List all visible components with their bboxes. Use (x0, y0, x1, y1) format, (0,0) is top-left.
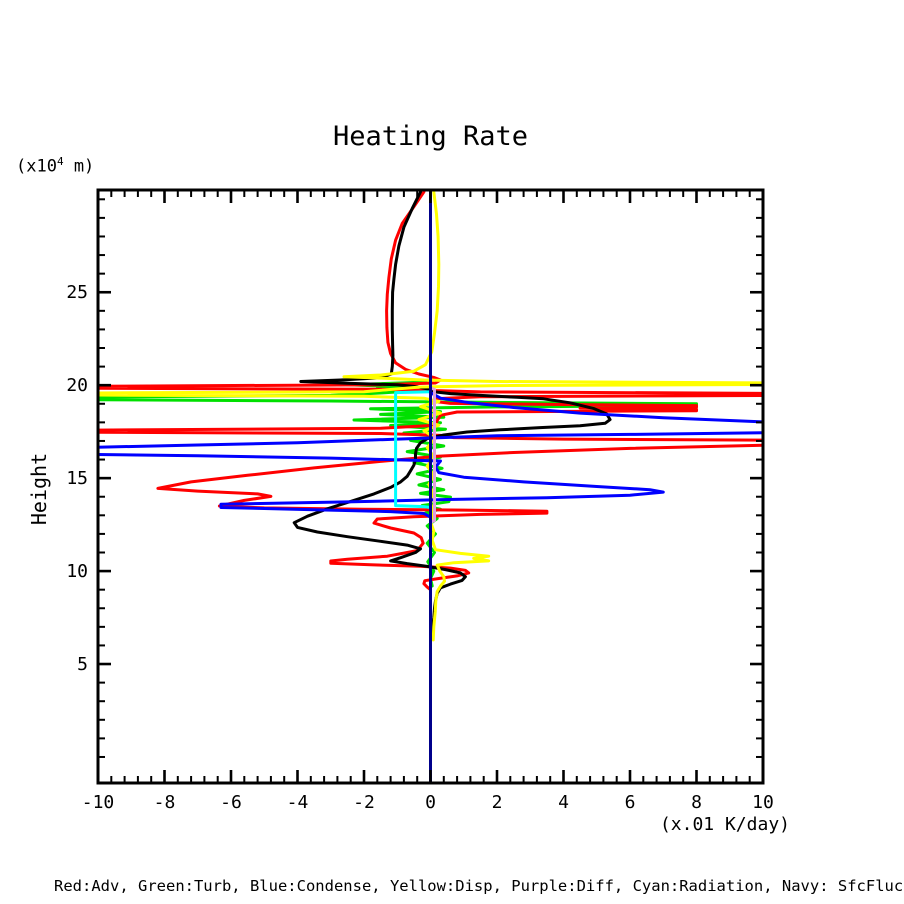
svg-text:25: 25 (66, 282, 88, 304)
svg-text:15: 15 (66, 468, 88, 490)
svg-text:8: 8 (691, 792, 702, 813)
svg-text:20: 20 (66, 375, 88, 397)
svg-text:-2: -2 (353, 792, 375, 813)
svg-text:10: 10 (752, 792, 774, 813)
svg-text:-6: -6 (220, 792, 242, 813)
y-unit-exponent: 4 (56, 155, 64, 168)
svg-text:0: 0 (425, 792, 436, 813)
y-axis-title: Height (27, 452, 51, 526)
svg-text:4: 4 (558, 792, 569, 813)
svg-text:-8: -8 (153, 792, 176, 813)
y-unit-prefix: (x10 (16, 156, 57, 177)
series-lines (85, 190, 777, 783)
x-axis-unit-label: (x.01 K/day) (659, 814, 790, 835)
svg-text:2: 2 (491, 792, 503, 813)
svg-text:-10: -10 (81, 792, 115, 813)
y-unit-suffix: m) (63, 156, 95, 177)
svg-text:10: 10 (66, 561, 88, 583)
svg-text:5: 5 (77, 654, 88, 676)
legend-text: Red:Adv, Green:Turb, Blue:Condense, Yellow:Disp, Purple:Diff, Cyan:Radiation, Navy: SfcFluc (54, 877, 904, 895)
svg-text:-4: -4 (286, 792, 309, 813)
chart-title: Heating Rate (332, 121, 529, 152)
svg-text:6: 6 (624, 792, 636, 813)
